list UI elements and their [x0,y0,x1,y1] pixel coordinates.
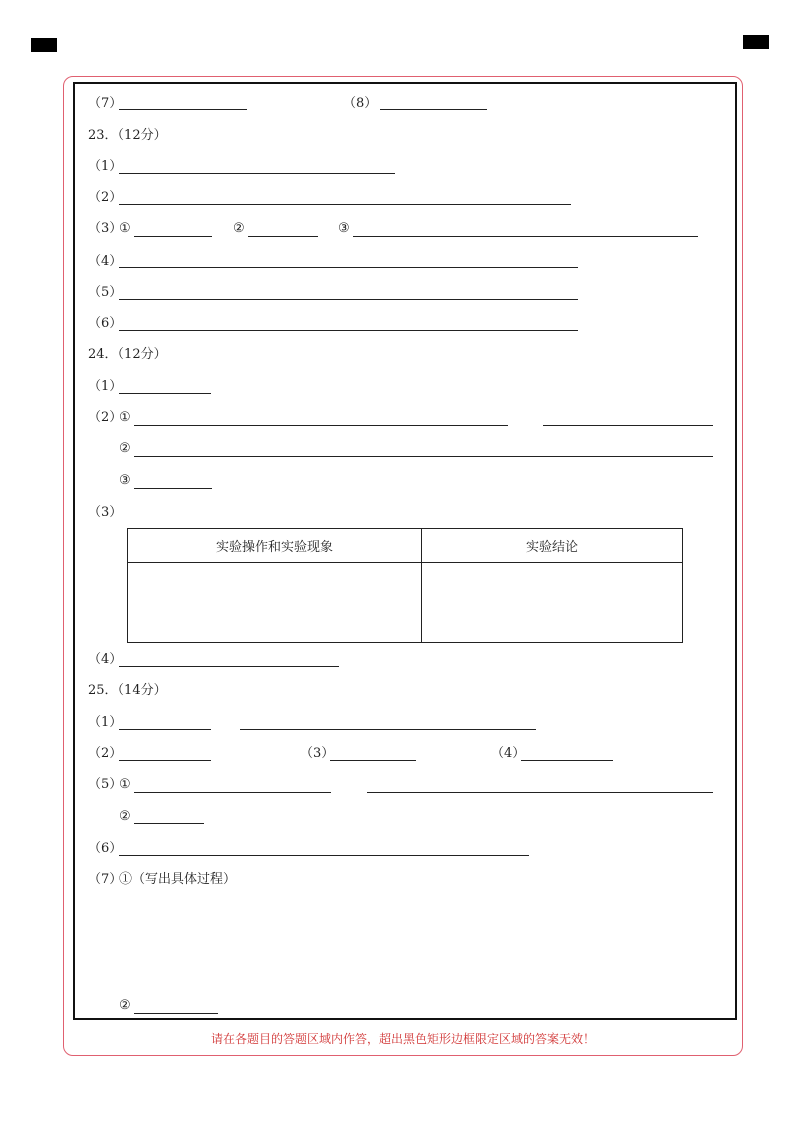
q25-5-1-answer-line-b[interactable] [367,792,713,793]
q23-3-circle-2: ② [233,221,245,236]
q25-5-1-answer-line-a[interactable] [134,792,331,793]
q23-2-label: （2） [88,190,123,205]
q24-2-label: （2） [88,410,123,425]
q25-6-label: （6） [88,841,123,856]
table-cell-conclusion-answer[interactable] [422,563,683,643]
q25-6-answer-line[interactable] [119,855,529,856]
q23-3-circle-3: ③ [338,221,350,236]
q25-5-circle-2: ② [119,809,131,824]
q22-8-answer-line[interactable] [380,109,487,110]
q23-3-2-answer-line[interactable] [248,236,318,237]
q25-3-answer-line[interactable] [330,760,416,761]
q22-8-label: （8） [343,96,378,111]
q25-5-2-answer-line[interactable] [134,823,204,824]
q25-7-2-answer-line[interactable] [134,1013,218,1014]
q25-2-answer-line[interactable] [119,760,211,761]
q25-4-answer-line[interactable] [521,760,613,761]
q24-4-label: （4） [88,652,123,667]
q25-title: 25．（14分） [88,683,167,698]
q23-2-answer-line[interactable] [119,204,571,205]
q23-4-label: （4） [88,254,123,269]
q24-4-answer-line[interactable] [119,666,339,667]
q23-4-answer-line[interactable] [119,267,578,268]
q22-7-answer-line[interactable] [119,109,247,110]
table-header-operation: 实验操作和实验现象 [128,529,422,563]
q24-title: 24．（12分） [88,347,167,362]
table-cell-operation-answer[interactable] [128,563,422,643]
footer-warning: 请在各题目的答题区域内作答，超出黑色矩形边框限定区域的答案无效！ [210,1032,595,1046]
q23-6-label: （6） [88,316,123,331]
registration-mark-right [743,35,769,49]
q23-3-label: （3） [88,221,123,236]
q24-2-circle-2: ② [119,441,131,456]
registration-mark-left [31,38,57,52]
q23-5-answer-line[interactable] [119,299,578,300]
q24-2-1-answer-line-a[interactable] [134,425,508,426]
q23-1-label: （1） [88,159,123,174]
q25-7-circle-2: ② [119,998,131,1013]
q25-3-label: （3） [300,746,335,761]
q23-3-3-answer-line[interactable] [353,236,698,237]
q23-6-answer-line[interactable] [119,330,578,331]
q23-1-answer-line[interactable] [119,173,395,174]
q25-5-circle-1: ① [119,777,131,792]
q25-7-label: （7） [88,872,123,887]
q25-7-circle-1-instruction: ①（写出具体过程） [119,872,237,887]
q24-2-2-answer-line[interactable] [134,456,713,457]
experiment-table [127,528,683,643]
q24-2-1-answer-line-b[interactable] [543,425,713,426]
q24-2-circle-3: ③ [119,473,131,488]
q25-4-label: （4） [491,746,526,761]
table-header-conclusion: 实验结论 [422,529,683,563]
q25-5-label: （5） [88,777,123,792]
q24-1-answer-line[interactable] [119,393,211,394]
q23-3-circle-1: ① [119,221,131,236]
q25-7-1-answer-area[interactable] [119,892,709,992]
q24-2-circle-1: ① [119,410,131,425]
q23-5-label: （5） [88,285,123,300]
q25-1-answer-line-b[interactable] [240,729,536,730]
q25-1-label: （1） [88,715,123,730]
q24-1-label: （1） [88,379,123,394]
q24-2-3-answer-line[interactable] [134,488,212,489]
q23-title: 23．（12分） [88,128,167,143]
q25-2-label: （2） [88,746,123,761]
q24-3-label: （3） [88,505,123,520]
q22-7-label: （7） [88,96,123,111]
q25-1-answer-line-a[interactable] [119,729,211,730]
q23-3-1-answer-line[interactable] [134,236,212,237]
